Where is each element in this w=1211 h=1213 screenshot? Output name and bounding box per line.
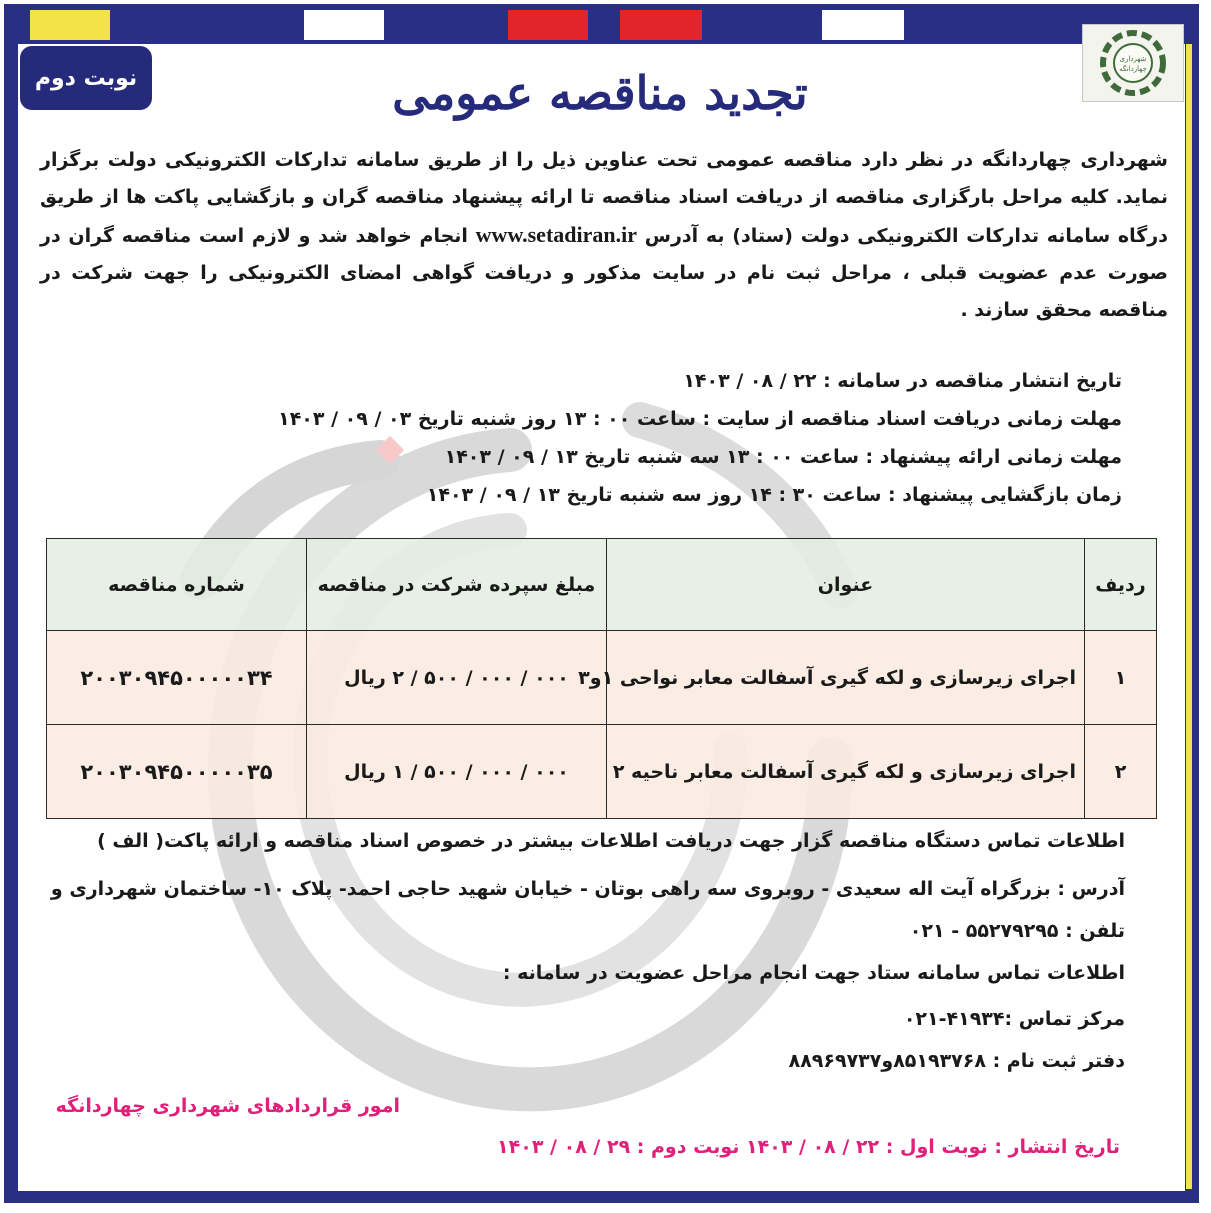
- contracts-office: امور قراردادهای شهرداری چهاردانگه: [55, 1095, 400, 1117]
- round-badge: نوبت دوم: [20, 46, 152, 110]
- header-tender-number: شماره مناقصه: [47, 539, 307, 631]
- table-row: [47, 725, 1157, 819]
- row-number: ۲: [1085, 725, 1157, 819]
- yellow-tab: [30, 10, 110, 40]
- publish-date: تاریخ انتشار مناقصه در سامانه : ۲۲ / ۰۸ / ۱۴۰۳: [683, 370, 1122, 392]
- svg-text:شهرداری: شهرداری: [1119, 55, 1147, 63]
- intro-text-start: شهرداری چهاردانگه در نظر دارد مناقصه عمومی تحت عناوین ذیل را از طریق سامانه تدارکات الکترونیکی دولت برگزار نماید. کلیه مراحل بارگزاری مناقصه از دریافت اسناد مناقصه تا ارائه پیشنهاد مناقصه گران و بازگشایی پاکت ها از طریق درگاه سامانه تدارکات الکترونیکی دولت (ستاد) به آدرس: [40, 149, 1168, 247]
- header-row-number: ردیف: [1085, 539, 1157, 631]
- yellow-side-stripe: [1186, 44, 1192, 1189]
- setadiran-link[interactable]: www.setadiran.ir: [475, 222, 637, 247]
- registration-office: دفتر ثبت نام : ۸۵۱۹۳۷۶۸و۸۸۹۶۹۷۳۷: [788, 1050, 1125, 1072]
- document-deadline: مهلت زمانی دریافت اسناد مناقصه از سایت : ساعت ۰۰ : ۱۳ روز شنبه تاریخ ۰۳ / ۰۹ / ۱۴۰۳: [278, 408, 1122, 430]
- opening-time: زمان بازگشایی پیشنهاد : ساعت ۳۰ : ۱۴ روز سه شنبه تاریخ ۱۳ / ۰۹ / ۱۴۰۳: [426, 484, 1122, 506]
- row-tender-number: ۲۰۰۳۰۹۴۵۰۰۰۰۰۳۵: [47, 725, 307, 819]
- white-tab-left: [304, 10, 384, 40]
- row-deposit: ۰۰۰ / ۰۰۰ / ۵۰۰ / ۱ ریال: [307, 725, 607, 819]
- agency-phone: تلفن : ۵۵۲۷۹۲۹۵ - ۰۲۱: [909, 920, 1125, 942]
- row-deposit: ۰۰۰ / ۰۰۰ / ۵۰۰ / ۲ ریال: [307, 631, 607, 725]
- table-row: [47, 631, 1157, 725]
- svg-text:چهاردانگه: چهاردانگه: [1119, 65, 1147, 73]
- intro-text-end: انجام خواهد شد و لازم است مناقصه گران در صورت عدم عضویت قبلی ، مراحل ثبت نام در سایت مذکور و دریافت گواهی امضای الکترونیکی را جهت شرکت در مناقصه محقق سازند .: [40, 225, 1168, 321]
- intro-paragraph: [40, 142, 1168, 329]
- row-subject: اجرای زیرسازی و لکه گیری آسفالت معابر ناحیه ۲: [607, 725, 1085, 819]
- row-tender-number: ۲۰۰۳۰۹۴۵۰۰۰۰۰۳۴: [47, 631, 307, 725]
- red-tab-left: [508, 10, 588, 40]
- publication-dates: تاریخ انتشار : نوبت اول : ۲۲ / ۰۸ / ۱۴۰۳ نوبت دوم : ۲۹ / ۰۸ / ۱۴۰۳: [497, 1136, 1120, 1158]
- table-header-row: [47, 539, 1157, 631]
- red-tab-right: [620, 10, 702, 40]
- header-deposit: مبلغ سپرده شرکت در مناقصه: [307, 539, 607, 631]
- tender-table: [46, 538, 1157, 819]
- agency-address: آدرس : بزرگراه آیت اله سعیدی - روبروی سه راهی بوتان - خیابان شهید حاجی احمد- پلاک ۱۰- ساختمان شهرداری و: [50, 878, 1125, 900]
- row-subject: اجرای زیرسازی و لکه گیری آسفالت معابر نواحی ۱و۳: [607, 631, 1085, 725]
- setad-contact-heading: اطلاعات تماس سامانه ستاد جهت انجام مراحل عضویت در سامانه :: [502, 962, 1125, 984]
- page-title: تجدید مناقصه عمومی: [392, 66, 808, 120]
- white-tab-right: [822, 10, 904, 40]
- row-number: ۱: [1085, 631, 1157, 725]
- header-subject: عنوان: [607, 539, 1085, 631]
- municipality-logo: [1082, 24, 1184, 102]
- agency-contact-heading: اطلاعات تماس دستگاه مناقصه گزار جهت دریافت اطلاعات بیشتر در خصوص اسناد مناقصه و ارائه پاکت( الف ): [97, 830, 1125, 852]
- call-center: مرکز تماس :۴۱۹۳۴-۰۲۱: [903, 1008, 1125, 1030]
- offer-deadline: مهلت زمانی ارائه پیشنهاد : ساعت ۰۰ : ۱۳ سه شنبه تاریخ ۱۳ / ۰۹ / ۱۴۰۳: [444, 446, 1122, 468]
- tender-dates: [260, 362, 1122, 514]
